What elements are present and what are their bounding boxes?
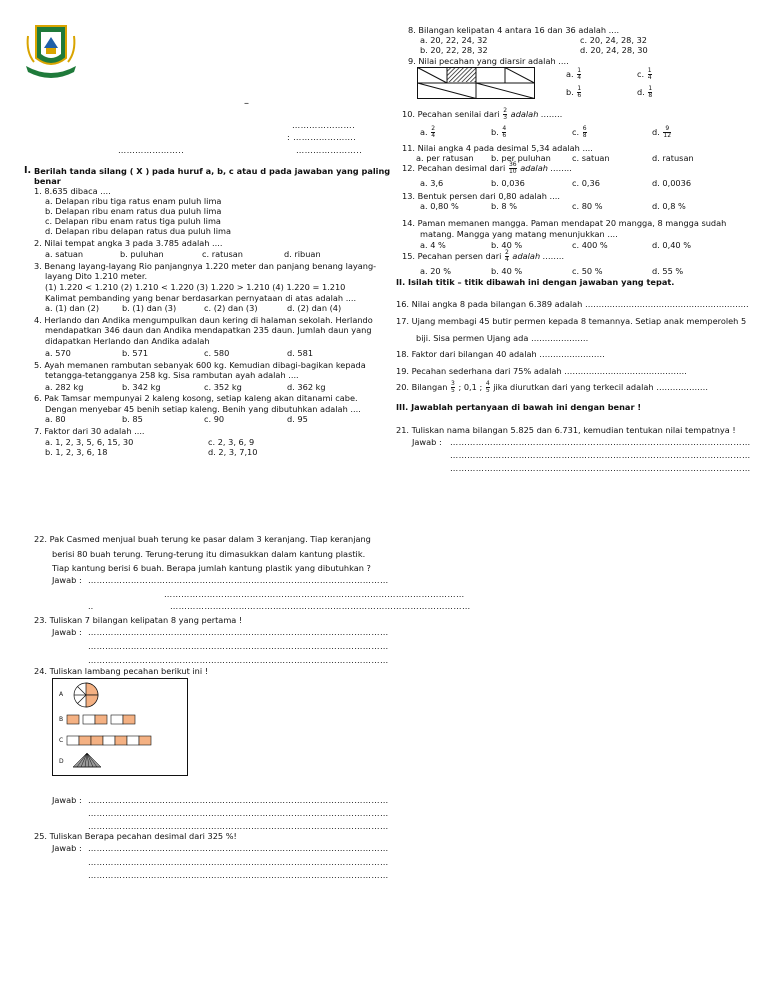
q12-text <box>402 162 572 175</box>
q7-text: 7. Faktor dari 30 adalah .... <box>34 426 145 436</box>
q13-option-b: b. 8 % <box>491 201 517 211</box>
q7-option-c: c. 2, 3, 6, 9 <box>208 437 255 447</box>
q4-text-3: didapatkan Herlando dan Andika adalah <box>45 336 210 346</box>
q12-text-pre: 12. Pecahan desimal dari <box>402 163 506 173</box>
q4-option-d: d. 581 <box>287 348 314 358</box>
q15-option-c: c. 50 % <box>572 266 603 276</box>
q11-option-c: c. satuan <box>572 153 610 163</box>
q15-option-d: d. 55 % <box>652 266 684 276</box>
q14-text-2: matang. Mangga yang matang menunjukkan .... <box>420 229 618 239</box>
q6-option-c: c. 90 <box>204 414 225 424</box>
q16-text: 16. Nilai angka 8 pada bilangan 6.389 adalah …………………………………………………… <box>396 299 749 309</box>
q3-option-b: b. (1) dan (3) <box>122 303 177 313</box>
q10-c-num: 6 <box>582 125 587 132</box>
q24-pie-circle <box>74 683 98 707</box>
q19-text: 19. Pecahan sederhana dari 75% adalah ……………………………………… <box>396 366 687 376</box>
q6-option-a: a. 80 <box>45 414 66 424</box>
q15-option-a: a. 20 % <box>420 266 452 276</box>
q9-shaded-rectangle-figure <box>417 67 535 99</box>
q3-text: 3. Benang layang-layang Rio panjangnya 1.220 meter dan panjang benang layang- <box>34 261 377 271</box>
q6-option-b: b. 85 <box>122 414 143 424</box>
q10-b-den: 6 <box>502 132 507 139</box>
q9-option-a-fraction <box>577 68 581 81</box>
q2-option-a: a. satuan <box>45 249 84 259</box>
q6-text: 6. Pak Tamsar mempunyai 2 kaleng kosong, setiap kaleng akan ditanami cabe. <box>34 393 358 403</box>
q23-answer-line-2[interactable]: …………………………………………………………………………………………… <box>88 641 389 651</box>
q10-option-a-letter: a. <box>420 127 428 137</box>
q10-option-b-fraction <box>502 126 506 139</box>
q10-a-den: 4 <box>431 132 436 139</box>
q24-answer-line-2[interactable]: …………………………………………………………………………………………… <box>88 808 389 818</box>
q4-text-2: mendapatkan 346 daun dan Andika mendapatkan 235 daun. Jumlah daun yang <box>45 325 372 335</box>
q24-shapes <box>53 679 187 775</box>
q10-option-d-fraction <box>663 126 671 139</box>
q7-option-b: b. 1, 2, 3, 6, 18 <box>45 447 108 457</box>
q25-answer-line-3[interactable]: …………………………………………………………………………………………… <box>88 870 389 880</box>
q8-text: 8. Bilangan kelipatan 4 antara 16 dan 36 adalah .... <box>408 25 620 35</box>
q14-option-d: d. 0,40 % <box>652 240 692 250</box>
section-2-heading: II. Isilah titik – titik dibawah ini dengan jawaban yang tepat. <box>396 277 675 287</box>
q4-text: 4. Herlando dan Andika mengumpulkan daun kering di halaman sekolah. Herlando <box>34 315 373 325</box>
q10-text-pre: 10. Pecahan senilai dari <box>402 109 500 119</box>
q24-label-b: B <box>59 716 64 723</box>
q10-option-a <box>420 126 436 139</box>
q20-den-2: 5 <box>485 387 490 394</box>
q9-text: 9. Nilai pecahan yang diarsir adalah .... <box>408 56 569 66</box>
q25-answer-line-1[interactable]: …………………………………………………………………………………………… <box>88 843 389 853</box>
logo-emblem-icon <box>22 22 80 82</box>
q24-answer-line-3[interactable]: …………………………………………………………………………………………… <box>88 821 389 831</box>
q4-option-c: c. 580 <box>204 348 230 358</box>
q23-answer-line-1[interactable]: …………………………………………………………………………………………… <box>88 627 389 637</box>
q3-text-3: Kalimat pembanding yang benar berdasarkan pernyataan di atas adalah .... <box>45 293 357 303</box>
q17-text: 17. Ujang membagi 45 butir permen kepada 8 temannya. Setiap anak memperoleh 5 <box>396 316 747 326</box>
q12-option-c: c. 0,36 <box>572 178 600 188</box>
q24-label-a: A <box>59 691 64 698</box>
q24-label-c: C <box>59 737 64 744</box>
q3-option-a: a. (1) dan (2) <box>45 303 100 313</box>
q13-text: 13. Bentuk persen dari 0,80 adalah .... <box>402 191 560 201</box>
q9-option-b-letter: b. <box>566 87 574 97</box>
q24-bar-b <box>67 715 135 724</box>
q3-text-2: layang Dito 1.210 meter. <box>45 271 148 281</box>
q9-b-num: 1 <box>577 85 582 92</box>
q1-option-c: c. Delapan ribu enam ratus tiga puluh lima <box>45 216 221 226</box>
q11-option-d: d. ratusan <box>652 153 694 163</box>
q10-c-den: 8 <box>582 132 587 139</box>
q11-text: 11. Nilai angka 4 pada desimal 5,34 adalah .... <box>402 143 593 153</box>
section-1-roman: I. <box>24 165 32 176</box>
q5-option-d: d. 362 kg <box>287 382 326 392</box>
q5-text: 5. Ayah memanen rambutan sebanyak 600 kg. Kemudian dibagi-bagikan kepada <box>34 360 366 370</box>
q9-option-a-letter: a. <box>566 69 574 79</box>
q17-text-2: biji. Sisa permen Ujang ada ………………… <box>416 333 589 343</box>
q7-option-d: d. 2, 3, 7,10 <box>208 447 258 457</box>
q12-option-a: a. 3,6 <box>420 178 444 188</box>
q11-option-a: a. per ratusan <box>416 153 474 163</box>
q15-num: 2 <box>504 249 509 256</box>
section-3-heading: III. Jawablah pertanyaan di bawah ini dengan benar ! <box>396 402 642 412</box>
q9-a-num: 1 <box>577 67 582 74</box>
q24-figure-box <box>52 678 188 776</box>
q20-text <box>396 381 708 394</box>
q20-text-post: jika diurutkan dari yang terkecil adalah ………………. <box>493 382 708 392</box>
q4-option-b: b. 571 <box>122 348 149 358</box>
q22-text-3: Tiap kantung berisi 6 buah. Berapa jumlah kantung plastik yang dibutuhkan ? <box>52 563 371 573</box>
q23-jawab-label: Jawab : <box>52 627 82 637</box>
q25-jawab-label: Jawab : <box>52 843 82 853</box>
q10-option-c-letter: c. <box>572 127 580 137</box>
q9-c-den: 4 <box>647 74 652 81</box>
q9-option-b <box>566 86 582 99</box>
q9-a-den: 4 <box>577 74 582 81</box>
q8-option-b: b. 20, 22, 28, 32 <box>420 45 488 55</box>
q22-text-2: berisi 80 buah terung. Terung-terung itu dimasukkan dalam kantung plastik. <box>52 549 366 559</box>
q10-option-c-fraction <box>583 126 587 139</box>
q22-answer-line-1[interactable]: …………………………………………………………………………………………… <box>88 575 389 585</box>
q9-option-b-fraction <box>577 86 581 99</box>
q9-c-num: 1 <box>647 67 652 74</box>
q6-text-2: Dengan menyebar 45 benih setiap kaleng. Benih yang dibutuhkan adalah .... <box>45 404 361 414</box>
q10-option-a-fraction <box>431 126 435 139</box>
q21-answer-line-2[interactable]: …………………………………………………………………………………………… <box>450 450 751 460</box>
q9-option-a <box>566 68 582 81</box>
q1-option-a: a. Delapan ribu tiga ratus enam puluh lima <box>45 196 222 206</box>
q1-text: 1. 8.635 dibaca .... <box>34 186 111 196</box>
q10-option-d <box>652 126 672 139</box>
q10-d-num: 9 <box>665 125 670 132</box>
q11-option-b: b. per puluhan <box>491 153 551 163</box>
q22-text: 22. Pak Casmed menjual buah terung ke pasar dalam 3 keranjang. Tiap keranjang <box>34 534 371 544</box>
q22-jawab-label: Jawab : <box>52 575 82 585</box>
q5-text-2: tetangga-tetangganya 258 kg. Sisa rambutan ayah adalah .... <box>45 370 299 380</box>
q9-option-d <box>637 86 653 99</box>
q24-label-d: D <box>59 758 64 765</box>
q12-den: 10 <box>508 168 517 175</box>
q3-option-d: d. (2) dan (4) <box>287 303 342 313</box>
q10-d-den: 12 <box>663 132 672 139</box>
q15-text-tail: adalah …….. <box>512 251 565 261</box>
q21-answer-line-3[interactable]: …………………………………………………………………………………………… <box>450 463 751 473</box>
q24-triangle-d <box>73 753 101 767</box>
q10-text-tail: adalah …….. <box>510 109 563 119</box>
q12-fraction <box>509 162 517 175</box>
q9-b-den: 6 <box>577 92 582 99</box>
q12-option-d: d. 0,0036 <box>652 178 692 188</box>
q21-text: 21. Tuliskan nama bilangan 5.825 dan 6.731, kemudian tentukan nilai tempatnya ! <box>396 425 736 435</box>
header-blank-2: : …………………. <box>287 132 357 142</box>
header-blank-3: ………………….. <box>118 145 185 155</box>
q10-b-num: 4 <box>502 125 507 132</box>
q2-option-b: b. puluhan <box>120 249 164 259</box>
q18-text: 18. Faktor dari bilangan 40 adalah …………………… <box>396 349 605 359</box>
q1-option-b: b. Delapan ribu enam ratus dua puluh lima <box>45 206 222 216</box>
q8-option-c: c. 20, 24, 28, 32 <box>580 35 647 45</box>
q10-fraction <box>503 108 507 121</box>
q12-option-b: b. 0,036 <box>491 178 525 188</box>
q15-text-pre: 15. Pecahan persen dari <box>402 251 502 261</box>
q14-option-b: b. 40 % <box>491 240 523 250</box>
q24-bar-c <box>67 736 151 745</box>
q7-option-a: a. 1, 2, 3, 5, 6, 15, 30 <box>45 437 134 447</box>
section-1-instruction-2: benar <box>34 176 61 186</box>
header-blank-4: ………………….. <box>296 145 363 155</box>
q10-den: 3 <box>503 114 508 121</box>
q5-option-a: a. 282 kg <box>45 382 84 392</box>
q10-num: 2 <box>503 107 508 114</box>
q9-option-c <box>637 68 653 81</box>
q20-fraction-1 <box>451 381 455 394</box>
q10-option-b <box>491 126 507 139</box>
q25-answer-line-2[interactable]: …………………………………………………………………………………………… <box>88 857 389 867</box>
q22-answer-line-2[interactable]: …………………………………………………………………………………………… <box>164 589 465 599</box>
q15-option-b: b. 40 % <box>491 266 523 276</box>
q20-den-1: 5 <box>451 387 455 394</box>
q20-num-1: 3 <box>451 380 455 387</box>
q10-text <box>402 108 563 121</box>
q8-option-a: a. 20, 22, 24, 32 <box>420 35 488 45</box>
q14-text: 14. Paman memanen mangga. Paman mendapat 20 mangga, 8 mangga sudah <box>402 218 727 228</box>
q3-statements: (1) 1.220 < 1.210 (2) 1.210 < 1.220 (3) 1.220 > 1.210 (4) 1.220 = 1.210 <box>45 282 346 292</box>
q24-text: 24. Tuliskan lambang pecahan berikut ini ! <box>34 666 209 676</box>
q9-d-den: 8 <box>648 92 653 99</box>
q22-dots-short: .. <box>88 601 94 611</box>
q3-option-c: c. (2) dan (3) <box>204 303 258 313</box>
q9-option-c-letter: c. <box>637 69 645 79</box>
header-blank-1: …………………. <box>292 120 356 130</box>
q10-option-b-letter: b. <box>491 127 499 137</box>
q20-text-mid: ; 0,1 ; <box>458 382 483 392</box>
q12-text-tail: adalah …….. <box>520 163 573 173</box>
q9-d-num: 1 <box>648 85 653 92</box>
q20-num-2: 4 <box>485 380 490 387</box>
q21-jawab-label: Jawab : <box>412 437 442 447</box>
q4-option-a: a. 570 <box>45 348 71 358</box>
q13-option-d: d. 0,8 % <box>652 201 686 211</box>
q15-den: 4 <box>504 256 509 263</box>
q8-option-d: d. 20, 24, 28, 30 <box>580 45 648 55</box>
q23-text: 23. Tuliskan 7 bilangan kelipatan 8 yang pertama ! <box>34 615 243 625</box>
q14-option-a: a. 4 % <box>420 240 446 250</box>
q2-option-c: c. ratusan <box>202 249 243 259</box>
section-1-instruction: Berilah tanda silang ( X ) pada huruf a, b, c atau d pada jawaban yang paling <box>34 166 391 176</box>
q22-answer-line-3[interactable]: …………………………………………………………………………………………… <box>170 601 471 611</box>
q25-text: 25. Tuliskan Berapa pecahan desimal dari 325 %! <box>34 831 237 841</box>
q5-option-b: b. 342 kg <box>122 382 161 392</box>
q10-option-c <box>572 126 588 139</box>
q9-option-d-fraction <box>648 86 652 99</box>
q2-text: 2. Nilai tempat angka 3 pada 3.785 adalah .... <box>34 238 223 248</box>
q6-option-d: d. 95 <box>287 414 308 424</box>
q10-a-num: 2 <box>431 125 436 132</box>
q10-option-d-letter: d. <box>652 127 660 137</box>
q1-option-d: d. Delapan ribu delapan ratus dua puluh lima <box>45 226 232 236</box>
q13-option-a: a. 0,80 % <box>420 201 459 211</box>
q15-text <box>402 250 564 263</box>
q23-answer-line-3[interactable]: …………………………………………………………………………………………… <box>88 655 389 665</box>
q24-answer-line-1[interactable]: …………………………………………………………………………………………… <box>88 795 389 805</box>
q5-option-c: c. 352 kg <box>204 382 242 392</box>
q24-jawab-label: Jawab : <box>52 795 82 805</box>
q9-option-c-fraction <box>648 68 652 81</box>
q2-option-d: d. ribuan <box>284 249 321 259</box>
q15-fraction <box>505 250 509 263</box>
q20-fraction-2 <box>486 381 490 394</box>
q20-text-pre: 20. Bilangan <box>396 382 448 392</box>
q21-answer-line-1[interactable]: …………………………………………………………………………………………… <box>450 437 751 447</box>
q12-num: 36 <box>508 161 517 168</box>
header-dash: – <box>244 98 249 109</box>
q14-option-c: c. 400 % <box>572 240 608 250</box>
q13-option-c: c. 80 % <box>572 201 603 211</box>
q9-option-d-letter: d. <box>637 87 645 97</box>
